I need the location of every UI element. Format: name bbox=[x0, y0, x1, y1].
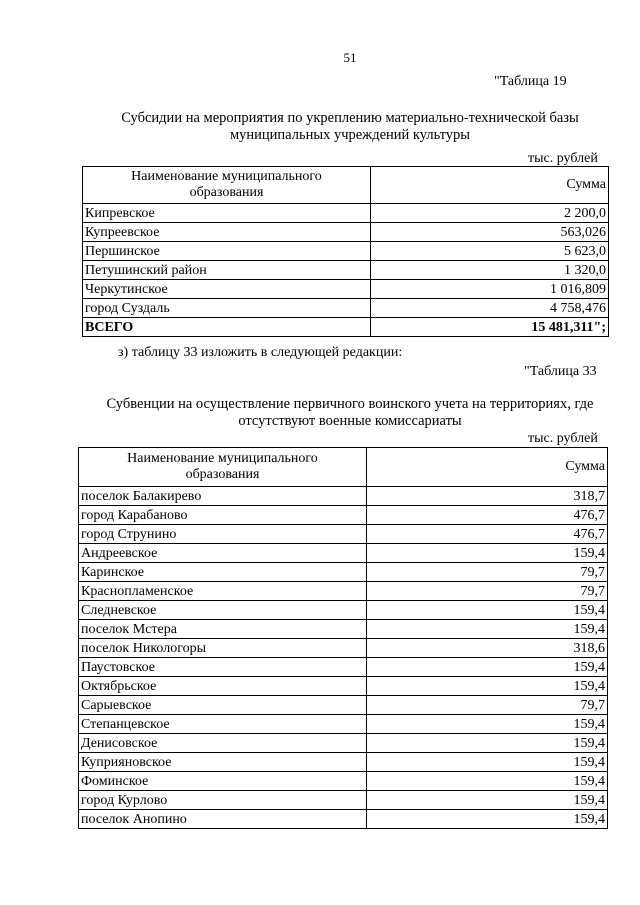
row-name: город Карабаново bbox=[79, 506, 367, 525]
row-sum: 159,4 bbox=[367, 620, 608, 639]
table-row bbox=[83, 204, 609, 223]
row-name: поселок Никологоры bbox=[79, 639, 367, 658]
table-row bbox=[79, 772, 608, 791]
row-sum: 2 200,0 bbox=[371, 204, 609, 223]
row-sum: 159,4 bbox=[367, 753, 608, 772]
row-name: Андреевское bbox=[79, 544, 367, 563]
row-sum: 159,4 bbox=[367, 715, 608, 734]
table-row bbox=[79, 810, 608, 829]
row-sum: 159,4 bbox=[367, 772, 608, 791]
row-sum: 4 758,476 bbox=[371, 299, 609, 318]
row-sum: 476,7 bbox=[367, 506, 608, 525]
table-row bbox=[83, 299, 609, 318]
table19-label: "Таблица 19 bbox=[494, 74, 567, 89]
row-name: Купреевское bbox=[83, 223, 371, 242]
table-row bbox=[79, 715, 608, 734]
table19-header-sum: Сумма bbox=[371, 167, 609, 204]
row-sum: 159,4 bbox=[367, 791, 608, 810]
table33-header-sum: Сумма bbox=[367, 448, 608, 487]
table19-title-line2: муниципальных учреждений культуры bbox=[229, 127, 471, 143]
row-sum: 5 623,0 bbox=[371, 242, 609, 261]
table-row bbox=[79, 791, 608, 810]
row-sum: 476,7 bbox=[367, 525, 608, 544]
row-sum: 159,4 bbox=[367, 544, 608, 563]
table-row bbox=[79, 677, 608, 696]
table-row bbox=[79, 544, 608, 563]
row-name: город Курлово bbox=[79, 791, 367, 810]
row-sum: 79,7 bbox=[367, 582, 608, 601]
row-sum: 318,7 bbox=[367, 487, 608, 506]
row-sum: 79,7 bbox=[367, 563, 608, 582]
table-row bbox=[79, 563, 608, 582]
row-sum: 1 016,809 bbox=[371, 280, 609, 299]
table-row bbox=[79, 582, 608, 601]
table-row bbox=[83, 223, 609, 242]
row-name: Сарыевское bbox=[79, 696, 367, 715]
table-row bbox=[79, 620, 608, 639]
table33-title-line2: отсутствуют военные комиссариаты bbox=[238, 413, 462, 429]
table33-header-name: Наименование муниципального образования bbox=[79, 448, 367, 487]
table33-unit: тыс. рублей bbox=[528, 431, 598, 446]
row-name: город Струнино bbox=[79, 525, 367, 544]
table33-title bbox=[60, 396, 640, 430]
table-row bbox=[79, 506, 608, 525]
row-name: Черкутинское bbox=[83, 280, 371, 299]
table19 bbox=[82, 166, 609, 337]
instruction-text: з) таблицу 33 изложить в следующей редакции: bbox=[118, 345, 403, 360]
table19-total-sum: 15 481,311"; bbox=[371, 318, 609, 337]
row-name: Куприяновское bbox=[79, 753, 367, 772]
table33-title-line1: Субвенции на осуществление первичного воинского учета на территориях, где bbox=[106, 396, 594, 412]
table-row bbox=[83, 261, 609, 280]
table19-header-row bbox=[83, 167, 609, 204]
table-row bbox=[83, 242, 609, 261]
row-name: Каринское bbox=[79, 563, 367, 582]
table-row bbox=[79, 525, 608, 544]
table19-total-name: ВСЕГО bbox=[83, 318, 371, 337]
table-row bbox=[79, 487, 608, 506]
row-name: Следневское bbox=[79, 601, 367, 620]
row-name: поселок Балакирево bbox=[79, 487, 367, 506]
table-row bbox=[83, 280, 609, 299]
table19-total-row bbox=[83, 318, 609, 337]
table19-title-line1: Субсидии на мероприятия по укреплению материально-технической базы bbox=[121, 110, 579, 126]
row-name: Степанцевское bbox=[79, 715, 367, 734]
row-sum: 1 320,0 bbox=[371, 261, 609, 280]
row-sum: 159,4 bbox=[367, 658, 608, 677]
row-name: Паустовское bbox=[79, 658, 367, 677]
row-sum: 79,7 bbox=[367, 696, 608, 715]
table-row bbox=[79, 696, 608, 715]
table33-header-row bbox=[79, 448, 608, 487]
row-sum: 159,4 bbox=[367, 677, 608, 696]
table19-title bbox=[60, 110, 640, 144]
page-number: 51 bbox=[343, 50, 357, 65]
table-row bbox=[79, 734, 608, 753]
row-name: Денисовское bbox=[79, 734, 367, 753]
row-sum: 159,4 bbox=[367, 734, 608, 753]
row-sum: 318,6 bbox=[367, 639, 608, 658]
row-name: Октябрьское bbox=[79, 677, 367, 696]
table-row bbox=[79, 639, 608, 658]
row-name: Петушинский район bbox=[83, 261, 371, 280]
row-sum: 159,4 bbox=[367, 810, 608, 829]
row-name: Кипревское bbox=[83, 204, 371, 223]
table19-unit: тыс. рублей bbox=[528, 151, 598, 166]
row-name: Фоминское bbox=[79, 772, 367, 791]
row-sum: 563,026 bbox=[371, 223, 609, 242]
row-name: поселок Мстера bbox=[79, 620, 367, 639]
row-name: поселок Анопино bbox=[79, 810, 367, 829]
row-name: город Суздаль bbox=[83, 299, 371, 318]
table33-label: "Таблица 33 bbox=[524, 364, 597, 379]
table19-header-name: Наименование муниципального образования bbox=[83, 167, 371, 204]
table33 bbox=[78, 447, 608, 829]
table-row bbox=[79, 601, 608, 620]
row-sum: 159,4 bbox=[367, 601, 608, 620]
row-name: Краснопламенское bbox=[79, 582, 367, 601]
table-row bbox=[79, 753, 608, 772]
row-name: Першинское bbox=[83, 242, 371, 261]
table-row bbox=[79, 658, 608, 677]
